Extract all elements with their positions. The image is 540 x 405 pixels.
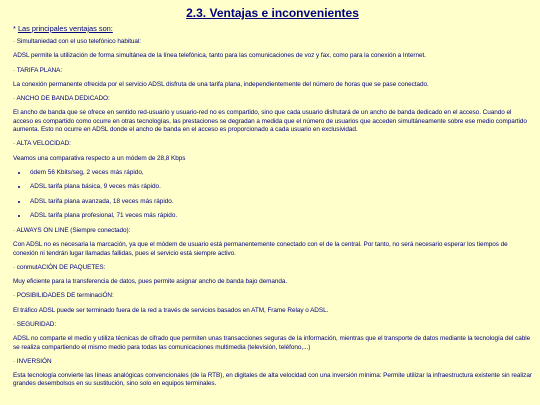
speed-comparison-list bbox=[13, 169, 532, 221]
section-body-seguridad: ADSL no comparte el medio y utiliza técnicas de cifrado que permiten unas transacciones seguras de la información, mientras que el transporte de datos mediante la tecnología del cable se realiza compartiendo el mismo medio para todas las comunicaciones multimedia (televisión, teléfono,...) bbox=[13, 335, 531, 351]
section-heading-simultaniedad: · Simultaniedad con el uso telefónico habitual: bbox=[13, 38, 142, 45]
section-body-simultaniedad: ADSL permite la utilización de forma simultánea de la línea telefónica, tanto para las comunicaciones de voz y fax, como para la conexión a Internet. bbox=[13, 52, 426, 60]
section-heading-conmutacion: · conmutACIÓN DE PAQUETES: bbox=[13, 263, 106, 271]
section-body-ancho-de-banda: El ancho de banda que se ofrece en sentido red-usuario y usuario-red no es compartido, sino que cada usuario disfrutará de un ancho de banda dedicado en el acceso. Cuando el acceso es compartido como ocurre en otras tecnologías, las prestaciones se degradan a medida que el número de usuarios que acceden simultáneamente sobre ese medio compartido aumenta. Esto no ocurre en ADSL donde el ancho de banda en el acceso es proporcionado a cada usuario en exclusividad. bbox=[13, 109, 527, 134]
intro-text: Las principales ventajas son: bbox=[17, 24, 113, 33]
section-heading-alta-velocidad: · ALTA VELOCIDAD: bbox=[13, 140, 71, 148]
section-body-alta-velocidad: Veamos una comparativa respecto a un módem de 28,8 Kbps bbox=[13, 154, 186, 162]
section-heading-always-on-line: · ALWAYS ON LINE (Siempre conectado): bbox=[13, 226, 131, 234]
list-item: • ADSL tarifa plana básica, 9 veces más rápido. bbox=[28, 183, 532, 191]
section-body-always-on-line: Con ADSL no es necesaria la marcación, ya que el módem de usuario está permanentemente conectado con el de la central. Por tanto, no será necesario esperar los tiempos de conexión ni tendrán lugar llamadas fallidas, pues el servicio está siempre activo. bbox=[13, 241, 508, 257]
section-body-conmutacion: Muy eficiente para la transferencia de datos, pues permite asignar ancho de banda bajo demanda. bbox=[13, 278, 288, 286]
section-heading-seguridad: · SEGURIDAD: bbox=[13, 320, 57, 328]
section-heading-tarifa-plana: · TARIFA PLANA: bbox=[13, 66, 63, 74]
page-title: 2.3. Ventajas e inconvenientes bbox=[186, 6, 359, 20]
section-heading-ancho-de-banda: · ANCHO DE BANDA DEDICADO: bbox=[13, 95, 110, 103]
section-heading-inversion: · INVERSIÓN bbox=[13, 357, 52, 365]
list-item: • ódem 56 Kbits/seg, 2 veces más rápido, bbox=[28, 169, 532, 177]
list-item: • ADSL tarifa plana profesional, 71 veces más rápido. bbox=[28, 212, 532, 220]
intro-bullet: * bbox=[13, 24, 18, 33]
section-body-tarifa-plana: La conexión permanente ofrecida por el servicio ADSL disfruta de una tarifa plana, independientemente del número de horas que se pase conectado. bbox=[13, 80, 429, 88]
section-heading-terminacion: · POSIBILIDADES DE terminaciÓN: bbox=[13, 292, 114, 300]
section-body-inversion: Esta tecnología convierte las líneas analógicas convencionales (de la RTB), en digitales de alta velocidad con una inversión mínima: Permite utilizar la infraestructura existente sin realizar grandes desembolsos en su sustitución, sino solo en equipos terminales. bbox=[13, 372, 532, 388]
intro-line bbox=[13, 24, 532, 34]
list-item: • ADSL tarifa plana avanzada, 18 veces más rápido. bbox=[28, 198, 532, 206]
section-body-terminacion: El tráfico ADSL puede ser terminado fuera de la red a través de servicios basados en ATM, Frame Relay o ADSL. bbox=[13, 306, 329, 314]
